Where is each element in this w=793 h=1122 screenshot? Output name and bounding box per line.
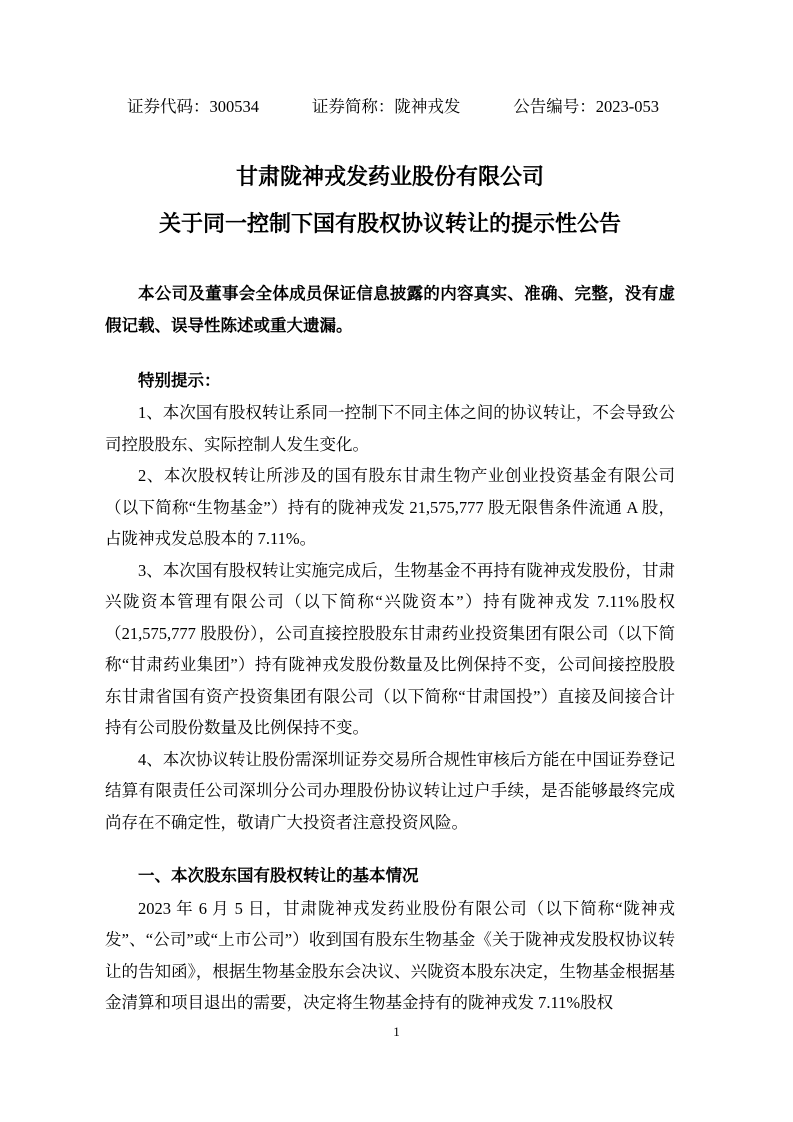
page-number: 1	[393, 1024, 400, 1039]
special-notice-item-4: 4、本次协议转让股份需深圳证券交易所合规性审核后方能在中国证券登记结算有限责任公司深圳分公司办理股份协议转让过户手续，是否能够最终完成尚存在不确定性，敬请广大投资者注意投资风险。	[105, 749, 675, 832]
company-name-title: 甘肃陇神戎发药业股份有限公司	[235, 164, 544, 189]
announcement-subject-title: 关于同一控制下国有股权协议转让的提示性公告	[158, 211, 621, 236]
special-notice-item-2: 2、本次股权转让所涉及的国有股东甘肃生物产业创业投资基金有限公司（以下简称“生物基金”）持有的陇神戎发 21,575,777 股无限售条件流通 A 股，占陇神戎发总股本的 7.11%。	[105, 466, 675, 548]
section-1-heading: 一、本次股东国有股权转让的基本情况	[138, 867, 419, 885]
document-header	[105, 97, 675, 117]
disclosure-statement: 本公司及董事会全体成员保证信息披露的内容真实、准确、完整，没有虚假记载、误导性陈述或重大遗漏。	[105, 285, 675, 335]
section-1-paragraph: 2023 年 6 月 5 日，甘肃陇神戎发药业股份有限公司（以下简称“陇神戎发”、“公司”或“上市公司”）收到国有股东生物基金《关于陇神戎发股权协议转让的告知函》，根据生物基金股东会决议、兴陇资本股东决定，生物基金根据基金清算和项目退出的需要，决定将生物基金持有的陇神戎发 7.11%股权	[105, 898, 675, 1012]
special-notice-item-1: 1、本次国有股权转让系同一控制下不同主体之间的协议转让，不会导致公司控股股东、实际控制人发生变化。	[105, 403, 675, 454]
announcement-number: 公告编号：2023-053	[513, 97, 659, 116]
special-notice-heading: 特别提示：	[138, 372, 221, 390]
stock-code: 证券代码：300534	[127, 97, 259, 116]
stock-short-name: 证券简称：陇神戎发	[311, 97, 461, 116]
special-notice-item-3: 3、本次国有股权转让实施完成后，生物基金不再持有陇神戎发股份，甘肃兴陇资本管理有限公司（以下简称“兴陇资本”）持有陇神戎发 7.11%股权（21,575,777 股股份），公司直接控股股东甘肃药业投资集团有限公司（以下简称“甘肃药业集团”）持有陇神戎发股份数量及比例保持不变，公司间接控股股东甘肃省国有资产投资集团有限公司（以下简称“甘肃国投”）直接及间接合计持有公司股份数量及比例保持不变。	[105, 560, 675, 737]
document-title	[105, 153, 675, 247]
